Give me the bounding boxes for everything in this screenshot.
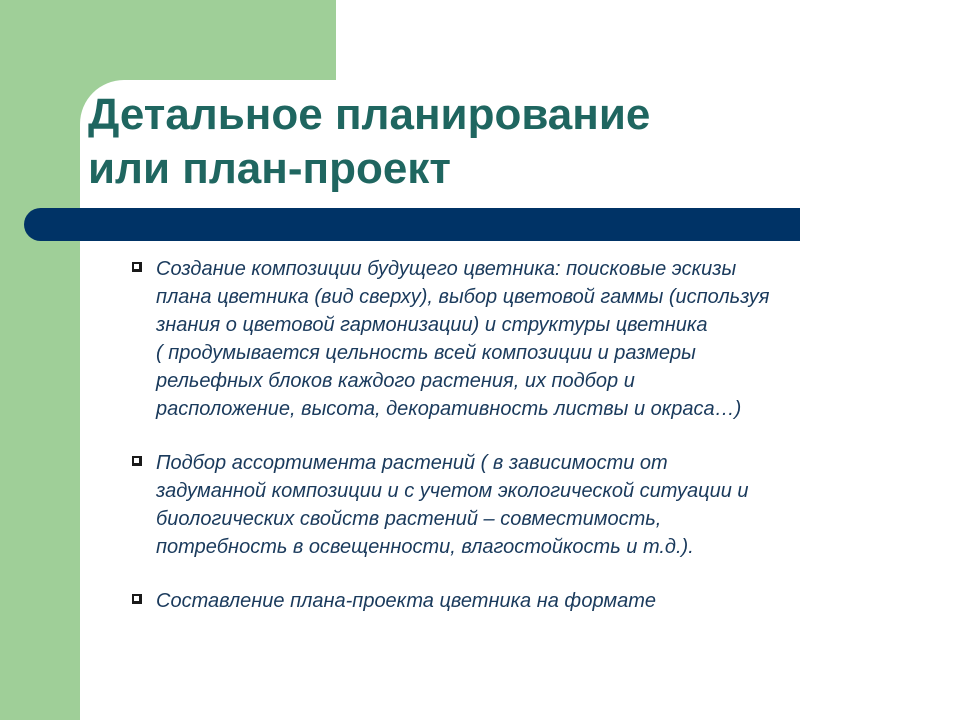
checkbox-bullet-icon [132, 456, 142, 466]
bullet-text [156, 449, 749, 561]
bullet-line: расположение, высота, декоративность листвы и окраса…) [156, 398, 742, 420]
bullet-line: Создание композиции будущего цветника: поисковые эскизы [156, 258, 737, 280]
bullet-text [156, 587, 656, 615]
bullet-item-assortment [130, 449, 910, 561]
bullet-line: рельефных блоков каждого растения, их подбор и [156, 370, 635, 392]
slide-title [88, 88, 848, 196]
title-underline-bar [24, 208, 800, 241]
bullet-text [156, 255, 769, 423]
bullet-line: плана цветника (вид сверху), выбор цветовой гаммы (используя [156, 286, 770, 308]
title-line-2: или план-проект [88, 144, 451, 193]
bullet-line: Составление плана-проекта цветника на формате [156, 590, 656, 612]
bullet-line: знания о цветовой гармонизации) и структуры цветника [156, 314, 708, 336]
bullet-line: ( продумывается цельность всей композиции и размеры [156, 342, 696, 364]
bullet-list [130, 255, 910, 641]
checkbox-bullet-icon [132, 594, 142, 604]
checkbox-bullet-icon [132, 262, 142, 272]
bullet-item-plan [130, 587, 910, 615]
bullet-item-composition [130, 255, 910, 423]
bullet-line: биологических свойств растений – совместимость, [156, 508, 662, 530]
title-line-1: Детальное планирование [88, 90, 651, 139]
bullet-line: потребность в освещенности, влагостойкость и т.д.). [156, 536, 694, 558]
bullet-line: задуманной композиции и с учетом экологической ситуации и [156, 480, 749, 502]
bullet-line: Подбор ассортимента растений ( в зависимости от [156, 452, 668, 474]
